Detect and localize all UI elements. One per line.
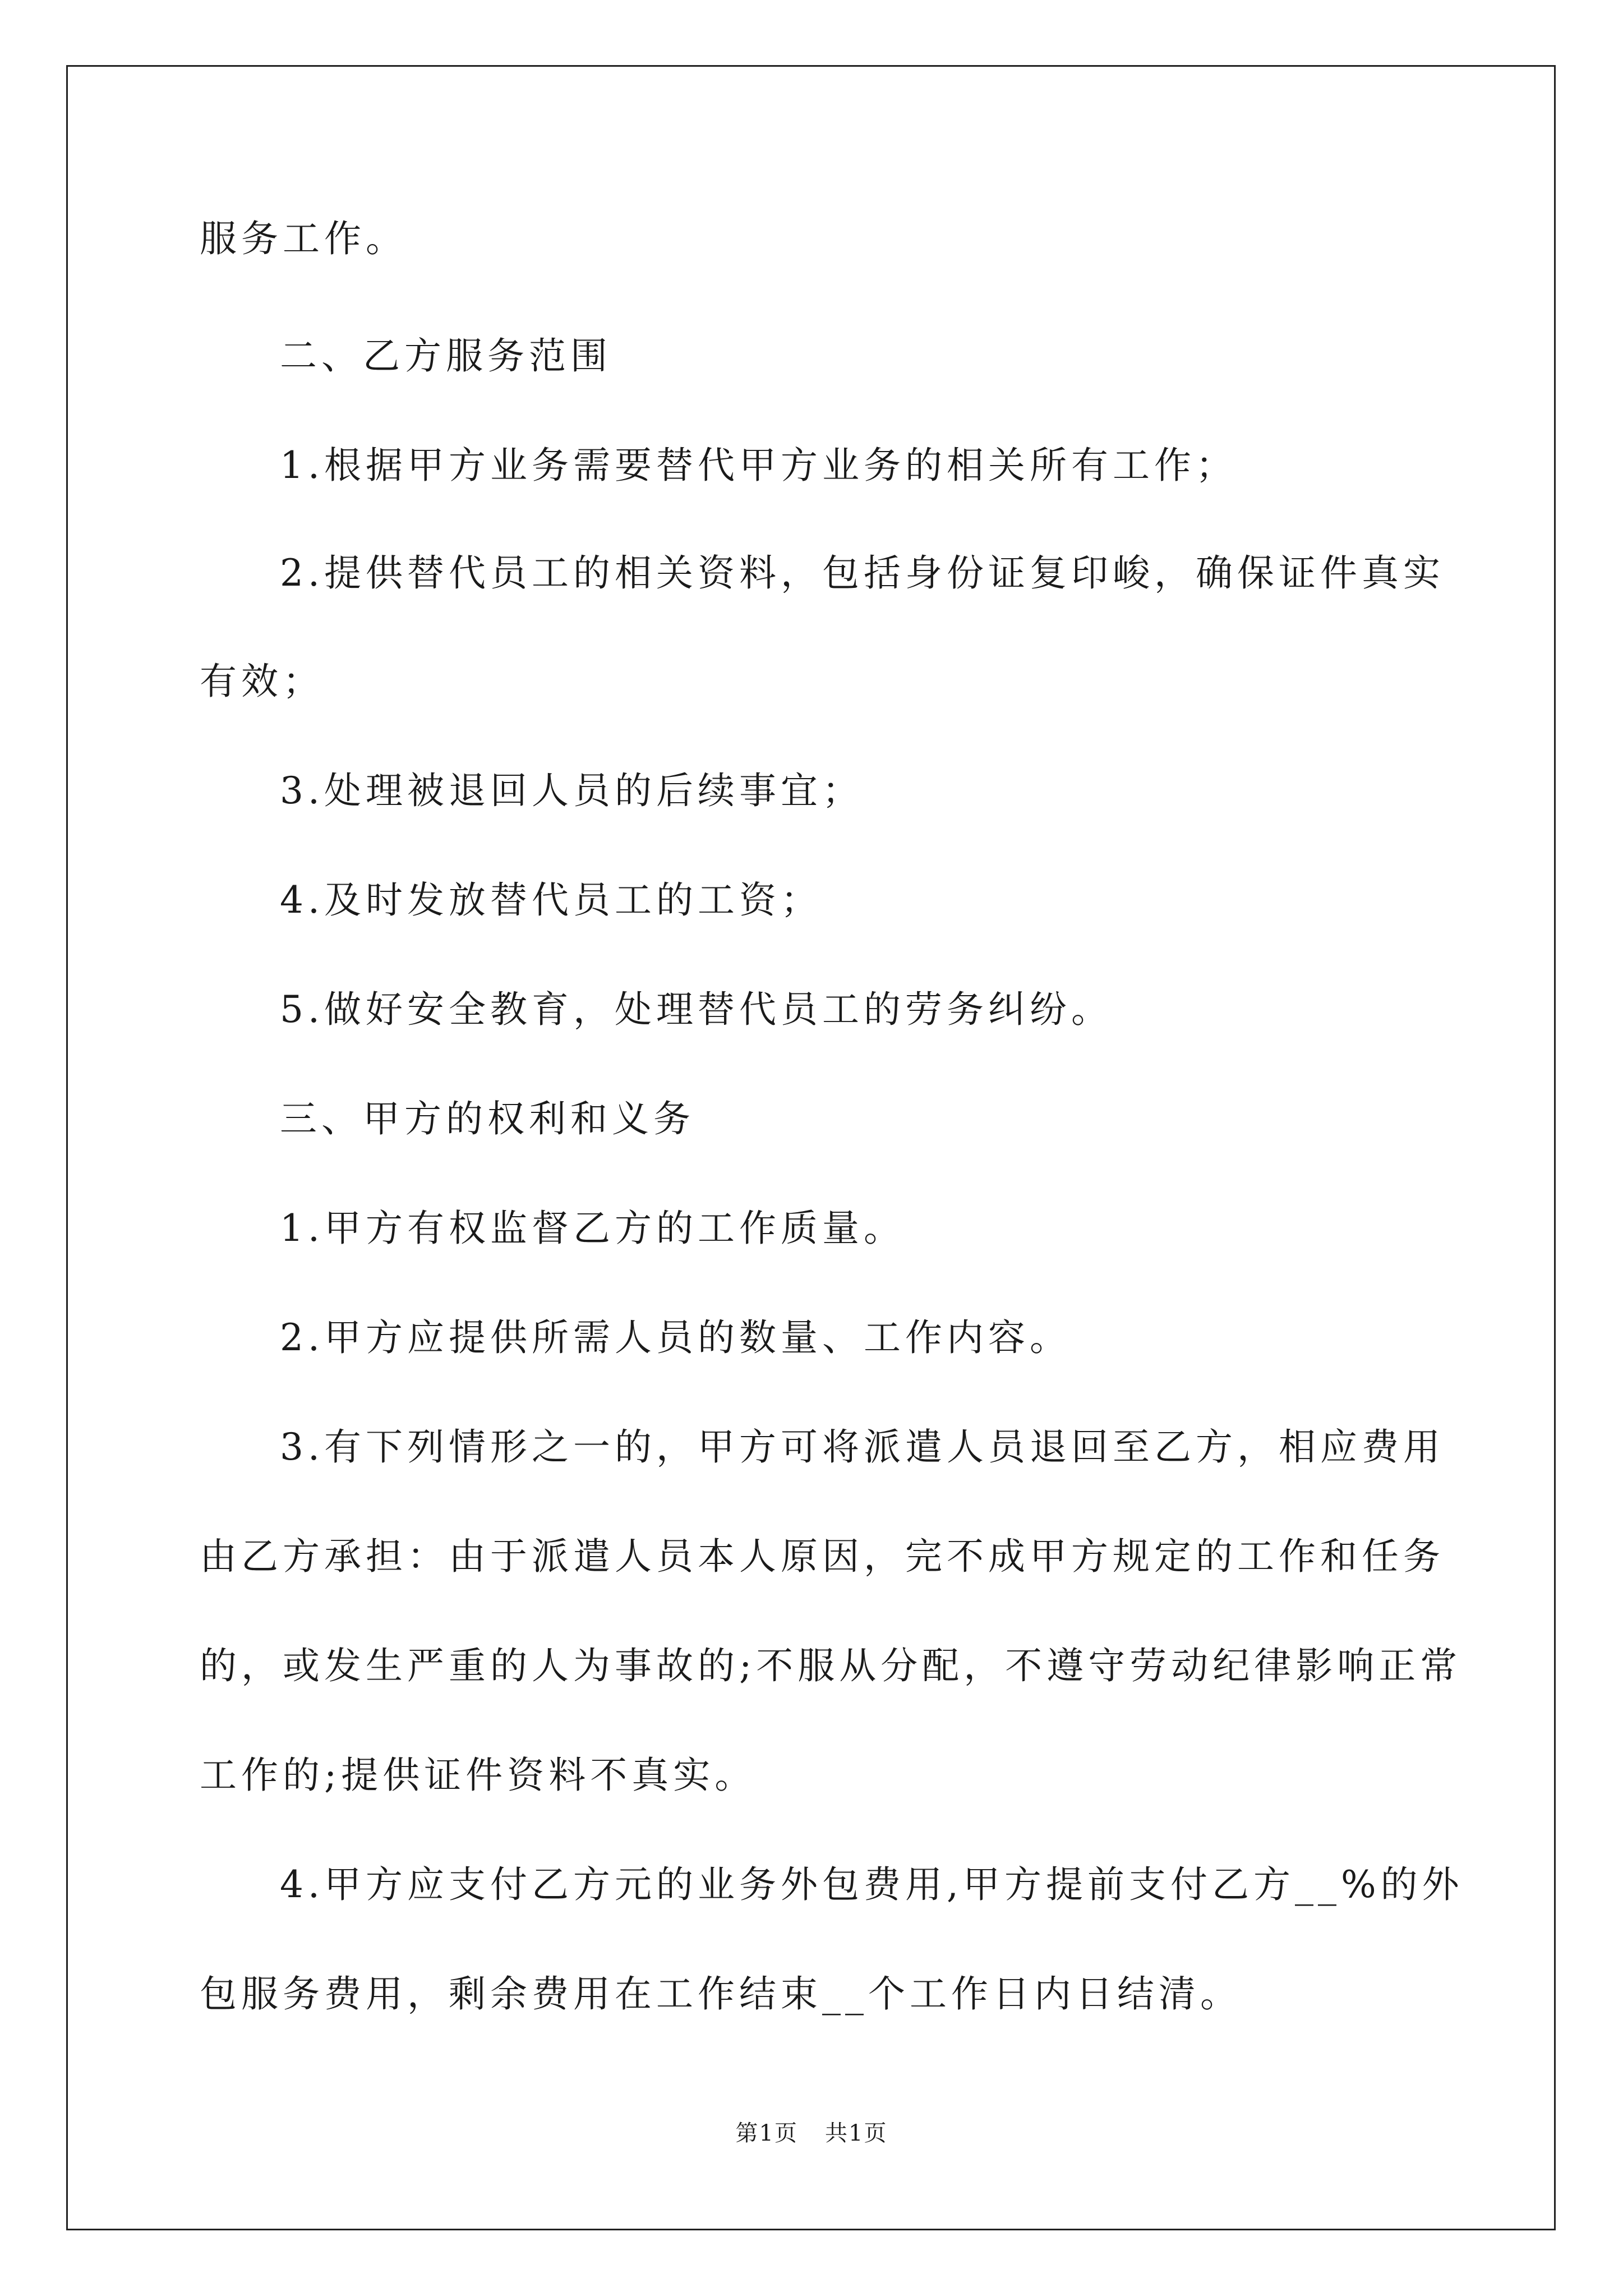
paragraph-line: 由乙方承担：由于派遣人员本人原因，完不成甲方规定的工作和任务: [200, 1535, 1445, 1578]
paragraph-line: 5.做好安全教育，处理替代员工的劳务纠纷。: [280, 988, 1113, 1031]
paragraph-line: 包服务费用，剩余费用在工作结束__个工作日内日结清。: [200, 1972, 1242, 2016]
page-number: 第1页: [735, 2120, 798, 2146]
page-total: 共1页: [825, 2120, 888, 2146]
paragraph-line: 1.根据甲方业务需要替代甲方业务的相关所有工作；: [280, 444, 1237, 487]
section-heading: 三、甲方的权利和义务: [280, 1097, 695, 1140]
paragraph-line: 服务工作。: [200, 217, 407, 260]
paragraph-line: 有效；: [200, 660, 324, 703]
paragraph-line: 3.有下列情形之一的，甲方可将派遣人员退回至乙方，相应费用: [280, 1425, 1445, 1469]
paragraph-line: 4.甲方应支付乙方元的业务外包费用,甲方提前支付乙方__%的外: [280, 1863, 1464, 1906]
page-footer: [0, 2119, 1623, 2147]
paragraph-line: 2.提供替代员工的相关资料，包括身份证复印峻，确保证件真实: [280, 551, 1445, 595]
paragraph-line: 3.处理被退回人员的后续事宜；: [280, 769, 864, 812]
paragraph-line: 的，或发生严重的人为事故的;不服从分配，不遵守劳动纪律影响正常: [200, 1644, 1462, 1687]
paragraph-line: 1.甲方有权监督乙方的工作质量。: [280, 1207, 905, 1250]
section-heading: 二、乙方服务范围: [280, 334, 612, 378]
paragraph-line: 4.及时发放替代员工的工资；: [280, 878, 822, 922]
paragraph-line: 2.甲方应提供所需人员的数量、工作内容。: [280, 1316, 1071, 1359]
paragraph-line: 工作的;提供证件资料不真实。: [200, 1754, 757, 1797]
